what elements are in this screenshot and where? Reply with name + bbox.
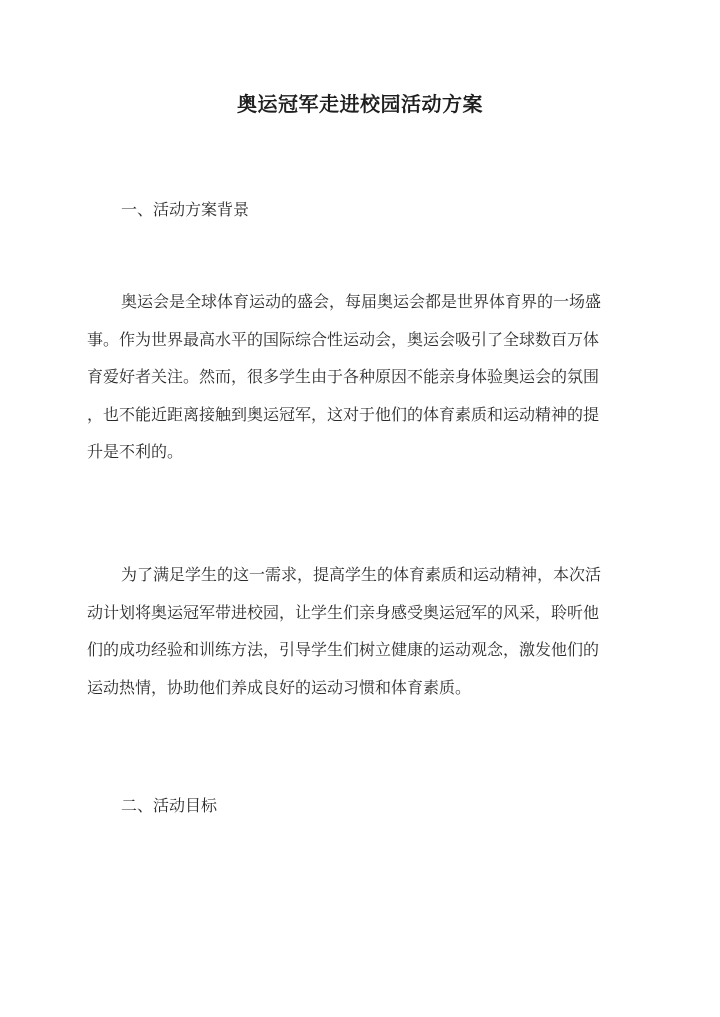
paragraph-line: 动计划将奥运冠军带进校园，让学生们亲身感受奥运冠军的风采，聆听他 <box>87 602 600 622</box>
section-heading-goals: 二、活动目标 <box>121 796 218 815</box>
paragraph-line: 们的成功经验和训练方法，引导学生们树立健康的运动观念，激发他们的 <box>87 640 600 660</box>
paragraph-line: 育爱好者关注。然而，很多学生由于各种原因不能亲身体验奥运会的氛围 <box>87 367 600 387</box>
section-heading-background: 一、活动方案背景 <box>121 200 250 219</box>
paragraph-line: 升是不利的。 <box>87 442 184 462</box>
paragraph-background-2 <box>87 556 635 706</box>
paragraph-line: 奥运会是全球体育运动的盛会，每届奥运会都是世界体育界的一场盛 <box>121 292 602 311</box>
paragraph-line: 事。作为世界最高水平的国际综合性运动会，奥运会吸引了全球数百万体 <box>87 329 600 349</box>
paragraph-line: 为了满足学生的这一需求，提高学生的体育素质和运动精神，本次活 <box>121 565 602 584</box>
paragraph-background-1 <box>87 283 635 471</box>
document-title: 奥运冠军走进校园活动方案 <box>237 92 483 116</box>
paragraph-line: ，也不能近距离接触到奥运冠军，这对于他们的体育素质和运动精神的提 <box>87 404 600 424</box>
paragraph-line: 运动热情，协助他们养成良好的运动习惯和体育素质。 <box>87 677 472 697</box>
